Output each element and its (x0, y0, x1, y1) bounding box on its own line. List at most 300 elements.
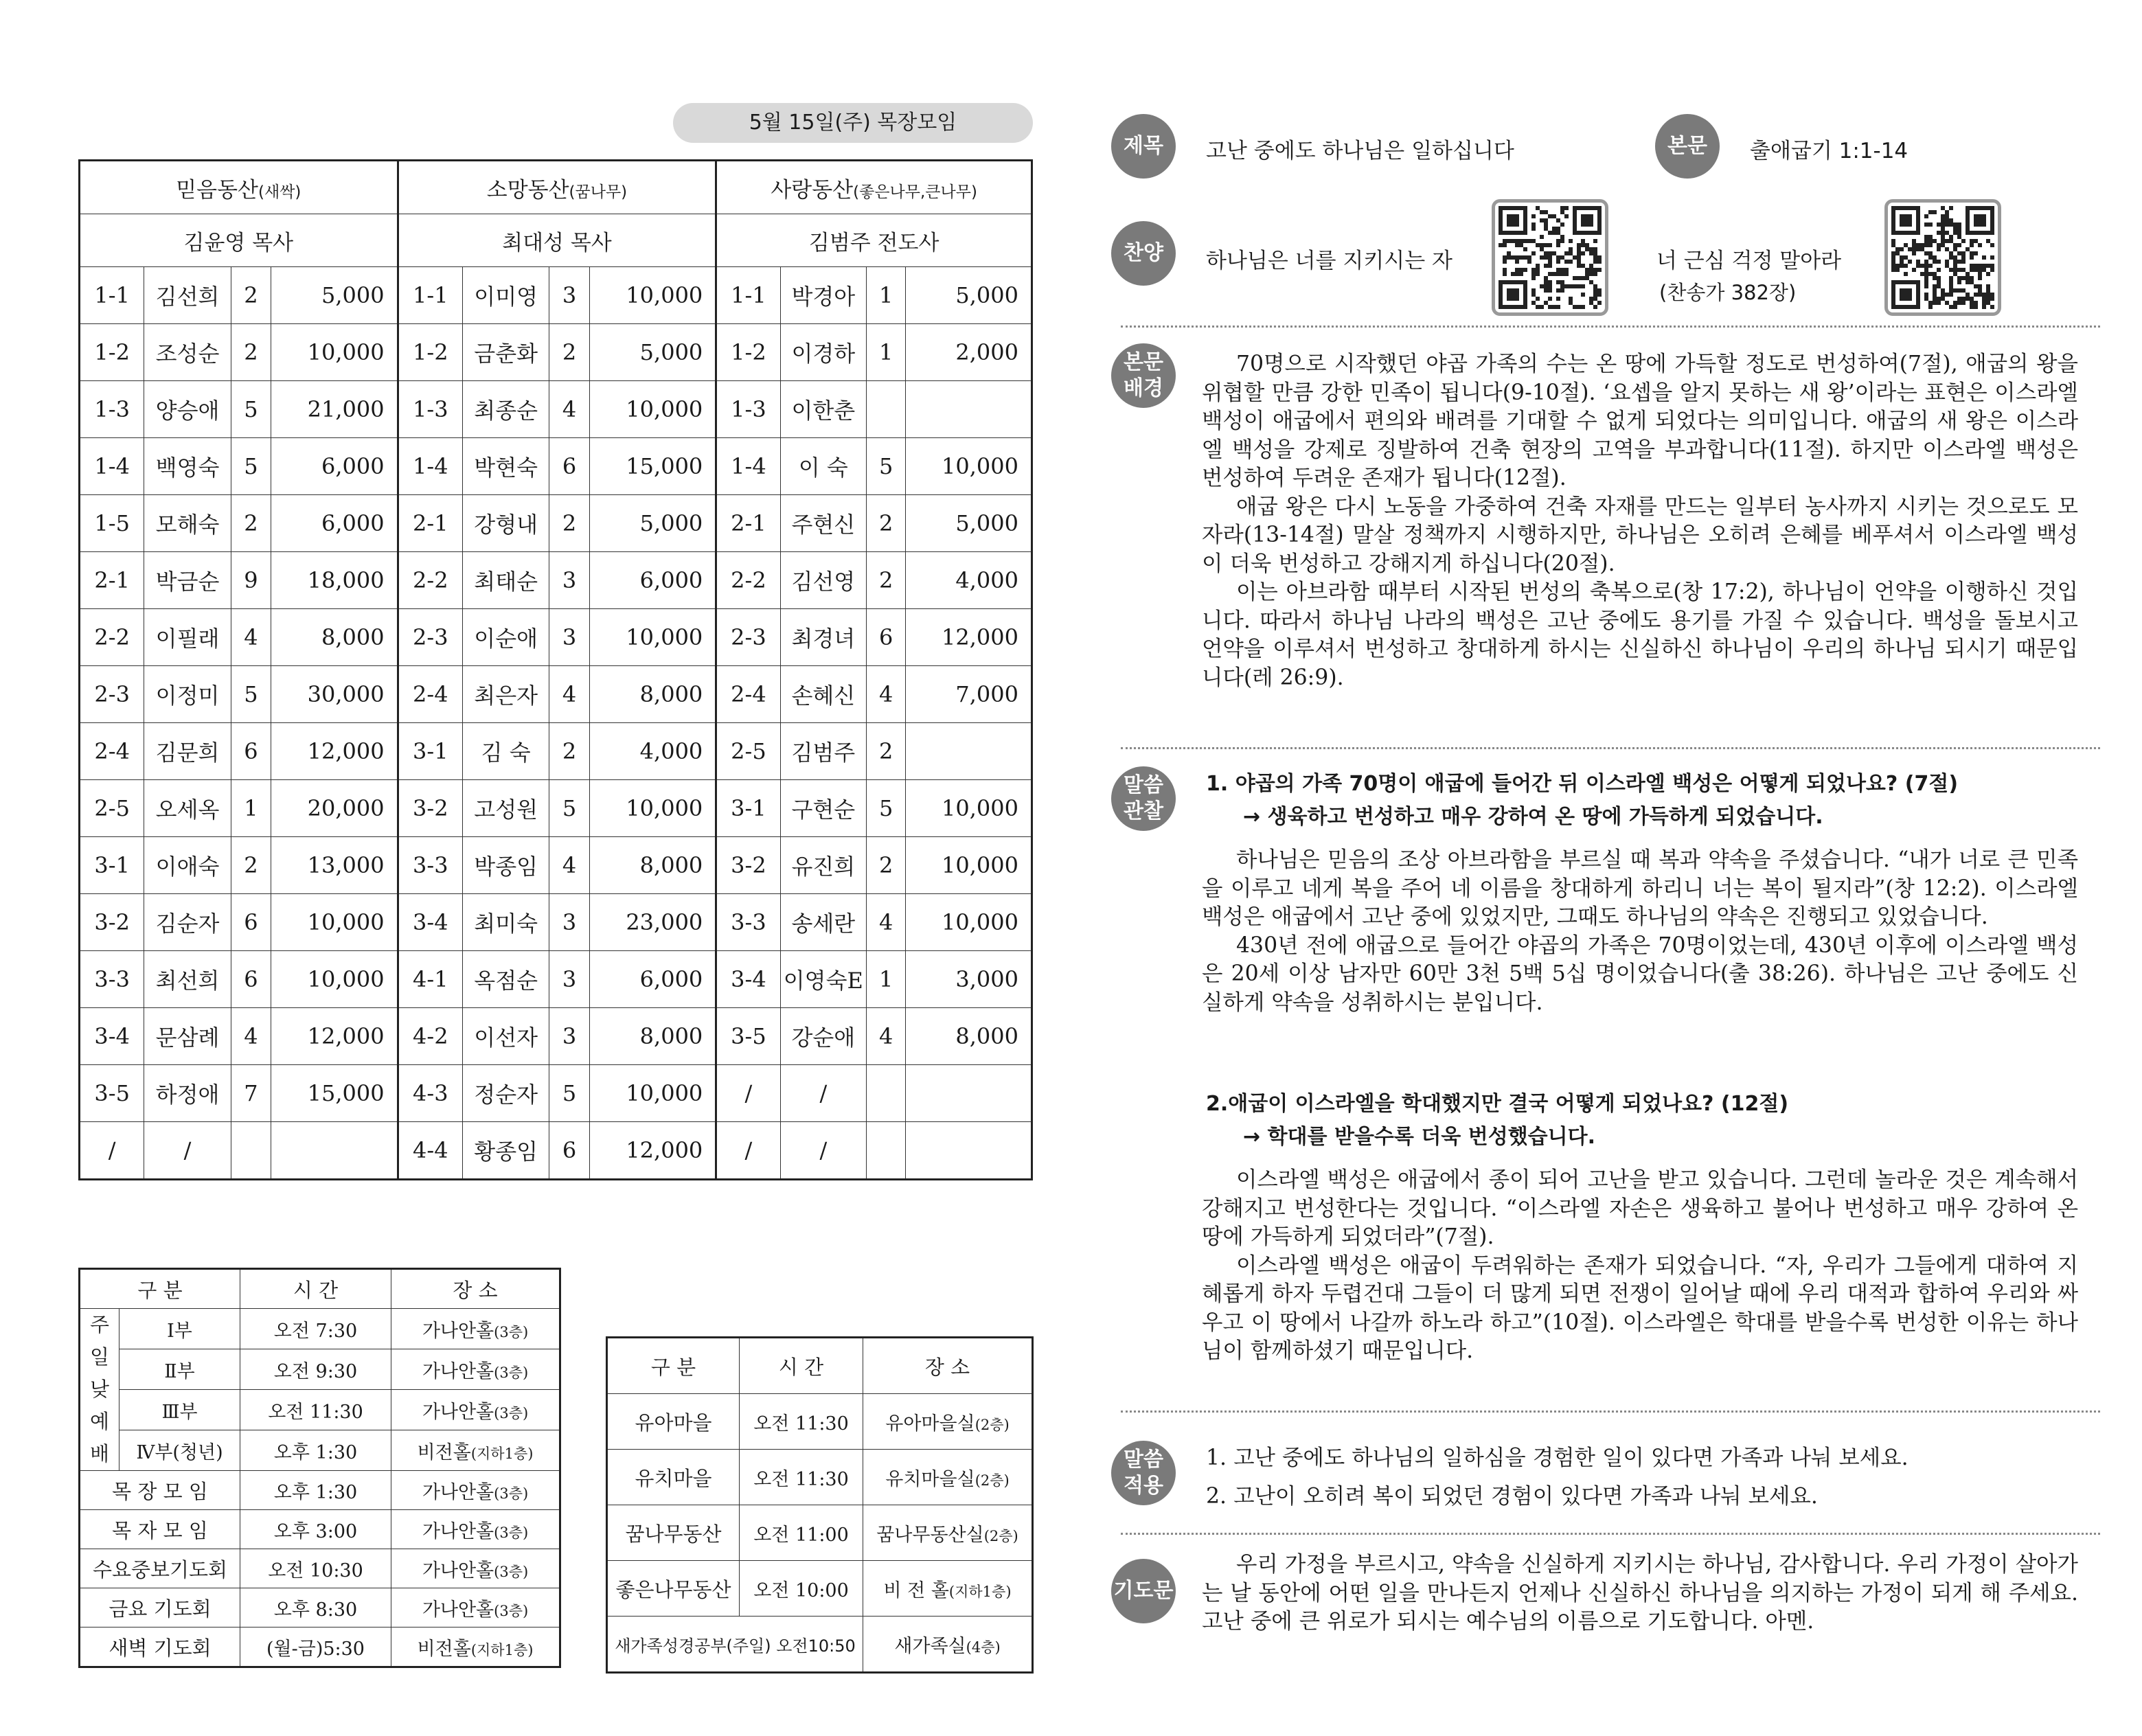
member-name: 송세란 (780, 894, 866, 951)
member-name: / (144, 1122, 231, 1180)
household-number: 2-1 (716, 495, 780, 552)
attendance-count: 4 (231, 609, 271, 666)
offering-amount: 12,000 (271, 723, 398, 780)
household-number: 3-4 (398, 894, 462, 951)
household-number: 1-3 (716, 381, 780, 438)
meeting-time: 오후 3:00 (240, 1510, 391, 1549)
place-name: 가나안홀 (422, 1481, 494, 1503)
household-number: 1-3 (398, 381, 462, 438)
offering-amount: 3,000 (906, 951, 1032, 1008)
member-name: / (780, 1065, 866, 1122)
table-row (80, 894, 1032, 951)
attendance-count: 4 (867, 666, 906, 723)
background-paragraph-1: 70명으로 시작했던 야곱 가족의 수는 온 땅에 가득할 정도로 번성하여(7절), 애굽의 왕을 위협할 만큼 강한 민족이 됩니다(9-10절). ‘요셉을 알지 못하는 새 왕’이라는 표현은 이스라엘 백성이 애굽에서 편의와 배려를 기대할 수 없게 되었다는 의미입니다. 애굽의 새 왕은 이스라엘 백성을 강제로 징발하여 건축 현장의 고역을 부과합니다(11절). 하지만 이스라엘 백성은 번성하여 두려운 존재가 됩니다(12절). (1202, 352, 2078, 490)
meeting-name: 수요중보기도회 (80, 1549, 240, 1588)
observation-2-body (1202, 1166, 2078, 1366)
department-time: 오전 10:00 (740, 1561, 863, 1617)
member-name: 이필래 (144, 609, 231, 666)
prayer-paragraph: 우리 가정을 부르시고, 약속을 신실하게 지키시는 하나님, 감사합니다. 우리 가정이 살아가는 날 동안에 어떤 일을 만나든지 언제나 신실하신 하나님을 의지하는 가정이 되게 해 주세요. 고난 중에 큰 위로가 되시는 예수님의 이름으로 기도합니다. 아멘. (1202, 1552, 2078, 1634)
table-row (607, 1450, 1033, 1505)
department-time: 오전 11:00 (740, 1505, 863, 1561)
group-name-header (398, 161, 716, 214)
member-name: 백영숙 (144, 438, 231, 495)
hymn-2-title: 너 근심 걱정 말아라 (1656, 249, 1842, 273)
application-badge: 말씀 적용 (1111, 1441, 1176, 1505)
attendance-count: 1 (867, 324, 906, 381)
table-row (80, 1122, 1032, 1180)
member-name: 최선희 (144, 951, 231, 1008)
table-row (607, 1505, 1033, 1561)
member-name: 이 숙 (780, 438, 866, 495)
attendance-count: 5 (549, 1065, 589, 1122)
attendance-count: 3 (549, 267, 589, 324)
attendance-count: 6 (867, 609, 906, 666)
place-name: 유치마을실 (885, 1468, 975, 1490)
member-name: 문삼례 (144, 1008, 231, 1065)
household-number: 3-4 (80, 1008, 144, 1065)
offering-amount (906, 1065, 1032, 1122)
place-name: 새가족실 (894, 1635, 966, 1657)
member-name: 황종임 (462, 1122, 549, 1180)
household-number: 2-4 (716, 666, 780, 723)
table-row (80, 381, 1032, 438)
offering-amount: 7,000 (906, 666, 1032, 723)
offering-amount (271, 1122, 398, 1180)
member-name: 강형내 (462, 495, 549, 552)
attendance-count (231, 1122, 271, 1180)
member-name: 손혜신 (780, 666, 866, 723)
meeting-time: (월-금)5:30 (240, 1628, 391, 1667)
worship-schedule-table (78, 1268, 561, 1668)
attendance-count: 4 (867, 894, 906, 951)
table-row (80, 666, 1032, 723)
table-row (80, 1549, 560, 1588)
attendance-count: 2 (231, 267, 271, 324)
household-number: 1-2 (80, 324, 144, 381)
meeting-place (391, 1588, 560, 1628)
household-number: 1-2 (716, 324, 780, 381)
member-name: 박금순 (144, 552, 231, 609)
education-schedule-table (606, 1336, 1034, 1674)
member-name: 이정미 (144, 666, 231, 723)
hymn-1-title: 하나님은 너를 지키시는 자 (1206, 249, 1452, 273)
place-floor: (3층) (494, 1563, 529, 1580)
household-number: 2-2 (716, 552, 780, 609)
household-number: 2-5 (716, 723, 780, 780)
table-header-row (80, 1269, 560, 1309)
place-floor: (3층) (494, 1524, 529, 1541)
member-name: 최종순 (462, 381, 549, 438)
observation-1-paragraph-2: 430년 전에 애굽으로 들어간 야곱의 가족은 70명이었는데, 430년 이후에 이스라엘 백성은 20세 이상 남자만 60만 3천 5백 5십 명이었습니다(출 38:26). 하나님은 고난 중에도 신실하게 약속을 성취하시는 분입니다. (1202, 933, 2078, 1015)
household-number: 3-3 (398, 837, 462, 894)
attendance-count: 2 (549, 324, 589, 381)
attendance-count: 6 (549, 438, 589, 495)
member-name: 이순애 (462, 609, 549, 666)
member-name: 강순애 (780, 1008, 866, 1065)
household-number: 3-3 (716, 894, 780, 951)
department-place (863, 1450, 1033, 1505)
attendance-count: 4 (549, 837, 589, 894)
offering-amount: 21,000 (271, 381, 398, 438)
service-time: 오전 7:30 (240, 1309, 391, 1349)
service-place (391, 1309, 560, 1349)
table-row (607, 1394, 1033, 1450)
table-row (80, 1349, 560, 1390)
household-number: 1-4 (398, 438, 462, 495)
offering-amount: 10,000 (906, 837, 1032, 894)
attendance-count: 6 (231, 894, 271, 951)
table-row (80, 267, 1032, 324)
household-number: 3-1 (716, 780, 780, 837)
group-subtitle: (꿈나무) (569, 183, 628, 201)
offering-amount: 10,000 (589, 1065, 716, 1122)
offering-amount: 5,000 (906, 267, 1032, 324)
place-name: 가나안홀 (422, 1560, 494, 1581)
hymn-badge: 찬양 (1111, 221, 1176, 286)
household-number: 3-1 (80, 837, 144, 894)
table-row (80, 609, 1032, 666)
household-number: 3-1 (398, 723, 462, 780)
divider (1121, 326, 2100, 328)
offering-amount: 8,000 (589, 1008, 716, 1065)
offering-amount: 10,000 (271, 894, 398, 951)
group-name-header (716, 161, 1032, 214)
sunday-worship-label (80, 1309, 119, 1471)
place-name: 비 전 홀 (883, 1579, 949, 1601)
household-number: / (716, 1122, 780, 1180)
group-name: 사랑동산 (771, 177, 854, 203)
member-name: 주현신 (780, 495, 866, 552)
department-name: 꿈나무동산 (607, 1505, 740, 1561)
offering-amount: 8,000 (589, 666, 716, 723)
member-name: 옥점순 (462, 951, 549, 1008)
background-badge: 본문 배경 (1111, 343, 1176, 408)
attendance-count: 4 (549, 381, 589, 438)
household-number: 2-3 (716, 609, 780, 666)
service-part: Ⅰ부 (119, 1309, 240, 1349)
column-header: 시 간 (740, 1338, 863, 1394)
household-number: 2-1 (80, 552, 144, 609)
attendance-offering-table (78, 159, 1033, 1180)
place-name: 가나안홀 (422, 1599, 494, 1621)
meeting-place (391, 1549, 560, 1588)
attendance-count: 2 (867, 723, 906, 780)
scripture-badge: 본문 (1655, 114, 1720, 179)
attendance-count: 2 (867, 837, 906, 894)
place-name: 가나안홀 (422, 1320, 494, 1342)
place-floor: (2층) (975, 1416, 1010, 1433)
household-number: 3-5 (716, 1008, 780, 1065)
member-name: 이선자 (462, 1008, 549, 1065)
attendance-count: 2 (867, 495, 906, 552)
member-name: / (780, 1122, 866, 1180)
offering-amount: 18,000 (271, 552, 398, 609)
label-char: 예 (89, 1410, 109, 1433)
meeting-name: 목 장 모 임 (80, 1471, 240, 1510)
meeting-time: 오후 1:30 (240, 1471, 391, 1510)
place-name: 유아마을실 (885, 1413, 975, 1435)
table-row (80, 1008, 1032, 1065)
household-number: 2-4 (398, 666, 462, 723)
scripture-reference: 출애굽기 1:1-14 (1750, 139, 1909, 163)
household-number: 1-4 (716, 438, 780, 495)
column-header: 구 분 (607, 1338, 740, 1394)
member-name: 박현숙 (462, 438, 549, 495)
label-char: 배 (89, 1442, 109, 1465)
offering-amount: 5,000 (589, 495, 716, 552)
divider (1121, 1533, 2100, 1535)
member-name: 오세옥 (144, 780, 231, 837)
place-floor: (3층) (494, 1485, 529, 1502)
table-row (607, 1561, 1033, 1617)
observation-1-body (1202, 846, 2078, 1017)
divider (1121, 1410, 2100, 1413)
household-number: 3-2 (80, 894, 144, 951)
offering-amount: 10,000 (589, 609, 716, 666)
household-number: 3-4 (716, 951, 780, 1008)
household-number: 1-2 (398, 324, 462, 381)
place-floor: (지하1층) (948, 1583, 1012, 1600)
attendance-count: 2 (231, 324, 271, 381)
meeting-name: 새벽 기도회 (80, 1628, 240, 1667)
table-row (80, 780, 1032, 837)
service-part: Ⅳ부(청년) (119, 1430, 240, 1471)
attendance-count: 1 (867, 951, 906, 1008)
group-leader: 김윤영 목사 (80, 214, 398, 267)
table-row (80, 495, 1032, 552)
service-place (391, 1430, 560, 1471)
group-leader: 김범주 전도사 (716, 214, 1032, 267)
attendance-count: 6 (231, 723, 271, 780)
member-name: 최은자 (462, 666, 549, 723)
member-name: 구현순 (780, 780, 866, 837)
attendance-count: 2 (231, 837, 271, 894)
place-name: 비전홀 (417, 1638, 471, 1660)
member-name: 김선영 (780, 552, 866, 609)
member-name: 정순자 (462, 1065, 549, 1122)
member-name: 김선희 (144, 267, 231, 324)
member-name: 최미숙 (462, 894, 549, 951)
prayer-text (1202, 1551, 2078, 1636)
qr-code-hymn-2[interactable] (1884, 199, 2001, 316)
member-name: 이미영 (462, 267, 549, 324)
service-part: Ⅲ부 (119, 1390, 240, 1430)
household-number: 2-2 (80, 609, 144, 666)
observation-2-paragraph-2: 이스라엘 백성은 애굽이 두려워하는 존재가 되었습니다. “자, 우리가 그들에게 대하여 지혜롭게 하자 두렵건대 그들이 더 많게 되면 전쟁이 일어날 때에 우리 대적과 합하여 우리와 싸우고 이 땅에서 나갈까 하노라 하고”(10절). 이스라엘은 학대를 받을수록 번성한 이유는 하나님이 함께하셨기 때문입니다. (1202, 1253, 2078, 1363)
department-time: 오전 11:30 (740, 1394, 863, 1450)
member-name: 이한춘 (780, 381, 866, 438)
attendance-count: 5 (231, 438, 271, 495)
member-name: 조성순 (144, 324, 231, 381)
attendance-count: 2 (867, 552, 906, 609)
group-subtitle: (새싹) (258, 183, 301, 201)
column-header: 장 소 (863, 1338, 1033, 1394)
household-number: 4-4 (398, 1122, 462, 1180)
service-time: 오전 11:30 (240, 1390, 391, 1430)
place-floor: (3층) (494, 1323, 529, 1340)
attendance-count: 3 (549, 951, 589, 1008)
offering-amount (906, 723, 1032, 780)
attendance-count: 3 (549, 552, 589, 609)
answer-1: → 생육하고 번성하고 매우 강하여 온 땅에 가득하게 되었습니다. (1243, 805, 1823, 829)
attendance-count: 6 (231, 951, 271, 1008)
meeting-name: 목 자 모 임 (80, 1510, 240, 1549)
offering-amount: 6,000 (271, 438, 398, 495)
department-name: 유치마을 (607, 1450, 740, 1505)
attendance-count (867, 381, 906, 438)
attendance-count: 4 (549, 666, 589, 723)
offering-amount: 8,000 (906, 1008, 1032, 1065)
household-number: 4-2 (398, 1008, 462, 1065)
household-number: 2-1 (398, 495, 462, 552)
offering-amount: 8,000 (589, 837, 716, 894)
member-name: 이애숙 (144, 837, 231, 894)
place-floor: (3층) (494, 1404, 529, 1421)
table-row (80, 1390, 560, 1430)
household-number: 2-5 (80, 780, 144, 837)
table-row (80, 1628, 560, 1667)
member-name: 금춘화 (462, 324, 549, 381)
table-row (80, 438, 1032, 495)
place-floor: (3층) (494, 1364, 529, 1381)
household-number: 1-5 (80, 495, 144, 552)
department-name: 좋은나무동산 (607, 1561, 740, 1617)
offering-amount (906, 381, 1032, 438)
column-header: 장 소 (391, 1269, 560, 1309)
attendance-count: 3 (549, 609, 589, 666)
household-number: 2-2 (398, 552, 462, 609)
offering-amount: 6,000 (589, 951, 716, 1008)
attendance-count: 2 (231, 495, 271, 552)
offering-amount: 4,000 (906, 552, 1032, 609)
table-row (80, 837, 1032, 894)
service-place (391, 1349, 560, 1390)
offering-amount: 12,000 (589, 1122, 716, 1180)
observation-1-paragraph-1: 하나님은 믿음의 조상 아브라함을 부르실 때 복과 약속을 주셨습니다. “내가 너로 큰 민족을 이루고 네게 복을 주어 네 이름을 창대하게 하리니 너는 복이 될지라”(창 12:2). 이스라엘 백성은 애굽에서 고난 중에 있었지만, 그때도 하나님의 약속은 진행되고 있었습니다. (1202, 847, 2078, 929)
service-time: 오후 1:30 (240, 1430, 391, 1471)
attendance-count: 5 (549, 780, 589, 837)
group-subtitle: (좋은나무,큰나무) (853, 183, 977, 201)
offering-amount: 10,000 (906, 438, 1032, 495)
offering-amount: 15,000 (271, 1065, 398, 1122)
household-number: / (80, 1122, 144, 1180)
service-time: 오전 9:30 (240, 1349, 391, 1390)
observation-2-paragraph-1: 이스라엘 백성은 애굽에서 종이 되어 고난을 받고 있습니다. 그런데 놀라운 것은 계속해서 강해지고 번성한다는 것입니다. “이스라엘 자손은 생육하고 불어나 번성하고 매우 강하여 온 땅에 가득하게 되었더라”(7절). (1202, 1167, 2078, 1249)
new-family-study: 새가족성경공부(주일) 오전10:50 (607, 1617, 863, 1673)
member-name: 최태순 (462, 552, 549, 609)
household-number: 1-3 (80, 381, 144, 438)
member-name: 김범주 (780, 723, 866, 780)
meeting-place (391, 1510, 560, 1549)
place-floor: (지하1층) (470, 1641, 534, 1658)
household-number: / (716, 1065, 780, 1122)
member-name: 유진희 (780, 837, 866, 894)
attendance-count: 2 (549, 723, 589, 780)
attendance-count: 5 (867, 438, 906, 495)
household-number: 3-5 (80, 1065, 144, 1122)
place-floor: (4층) (966, 1638, 1001, 1656)
member-name: 박종임 (462, 837, 549, 894)
question-1: 1. 야곱의 가족 70명이 애굽에 들어간 뒤 이스라엘 백성은 어떻게 되었나요? (7절) (1206, 772, 1959, 796)
service-place (391, 1390, 560, 1430)
member-name: 김문희 (144, 723, 231, 780)
application-2: 2. 고난이 오히려 복이 되었던 경험이 있다면 가족과 나눠 보세요. (1206, 1484, 1818, 1509)
offering-amount: 23,000 (589, 894, 716, 951)
offering-amount: 6,000 (589, 552, 716, 609)
offering-amount: 20,000 (271, 780, 398, 837)
attendance-count: 3 (549, 894, 589, 951)
department-place (863, 1505, 1033, 1561)
background-paragraph-3: 이는 아브라함 때부터 시작된 번성의 축복으로(창 17:2), 하나님이 언약을 이행하신 것입니다. 따라서 하나님 나라의 백성은 고난 중에도 용기를 가질 수 있습니다. 백성을 돌보시고 언약을 이루셔서 번성하고 창대하게 하시는 신실하신 하나님이 우리의 하나님 되시기 때문입니다(레 26:9). (1202, 580, 2078, 690)
offering-amount: 10,000 (271, 324, 398, 381)
meeting-place (391, 1471, 560, 1510)
table-row (607, 1617, 1033, 1673)
qr-code-hymn-1[interactable] (1492, 199, 1608, 316)
department-place (863, 1617, 1033, 1673)
service-part: Ⅱ부 (119, 1349, 240, 1390)
offering-amount: 5,000 (906, 495, 1032, 552)
place-floor: (3층) (494, 1602, 529, 1619)
place-name: 가나안홀 (422, 1520, 494, 1542)
offering-amount: 5,000 (271, 267, 398, 324)
attendance-count: 6 (549, 1122, 589, 1180)
qr-code-icon (1499, 206, 1602, 309)
offering-amount: 6,000 (271, 495, 398, 552)
household-number: 1-1 (398, 267, 462, 324)
offering-amount: 12,000 (271, 1008, 398, 1065)
household-number: 3-2 (398, 780, 462, 837)
member-name: 이경하 (780, 324, 866, 381)
hymn-2-number: (찬송가 382장) (1659, 281, 1797, 304)
member-name: 모해숙 (144, 495, 231, 552)
member-name: 양승애 (144, 381, 231, 438)
member-name: 최경녀 (780, 609, 866, 666)
offering-amount: 2,000 (906, 324, 1032, 381)
table-row (80, 1430, 560, 1471)
meeting-time: 오전 10:30 (240, 1549, 391, 1588)
attendance-count (867, 1122, 906, 1180)
label-char: 주 (89, 1313, 109, 1336)
divider (1121, 747, 2100, 749)
offering-amount: 10,000 (906, 894, 1032, 951)
offering-amount (906, 1122, 1032, 1180)
table-row (80, 324, 1032, 381)
offering-amount: 10,000 (271, 951, 398, 1008)
label-char: 일 (89, 1345, 109, 1369)
date-banner: 5월 15일(주) 목장모임 (673, 103, 1033, 143)
meeting-place (391, 1628, 560, 1667)
offering-amount: 15,000 (589, 438, 716, 495)
title-badge: 제목 (1111, 114, 1176, 179)
table-row (80, 723, 1032, 780)
household-number: 2-3 (398, 609, 462, 666)
attendance-count: 1 (231, 780, 271, 837)
background-paragraph-2: 애굽 왕은 다시 노동을 가중하여 건축 자재를 만드는 일부터 농사까지 시키는 것으로도 모자라(13-14절) 말살 정책까지 시행하지만, 하나님은 오히려 은혜를 베푸셔서 이스라엘 백성이 더욱 번성하고 강해지게 하십니다(20절). (1202, 494, 2078, 576)
attendance-count: 1 (867, 267, 906, 324)
offering-amount: 10,000 (589, 780, 716, 837)
household-number: 3-3 (80, 951, 144, 1008)
attendance-count: 4 (231, 1008, 271, 1065)
attendance-count: 5 (867, 780, 906, 837)
attendance-count: 5 (231, 381, 271, 438)
table-row (80, 552, 1032, 609)
group-name: 믿음동산 (176, 177, 259, 203)
answer-2: → 학대를 받을수록 더욱 번성했습니다. (1243, 1125, 1596, 1149)
application-1: 1. 고난 중에도 하나님의 일하심을 경험한 일이 있다면 가족과 나눠 보세요. (1206, 1446, 1909, 1470)
household-number: 3-2 (716, 837, 780, 894)
member-name: 하정애 (144, 1065, 231, 1122)
table-row (80, 1309, 560, 1349)
